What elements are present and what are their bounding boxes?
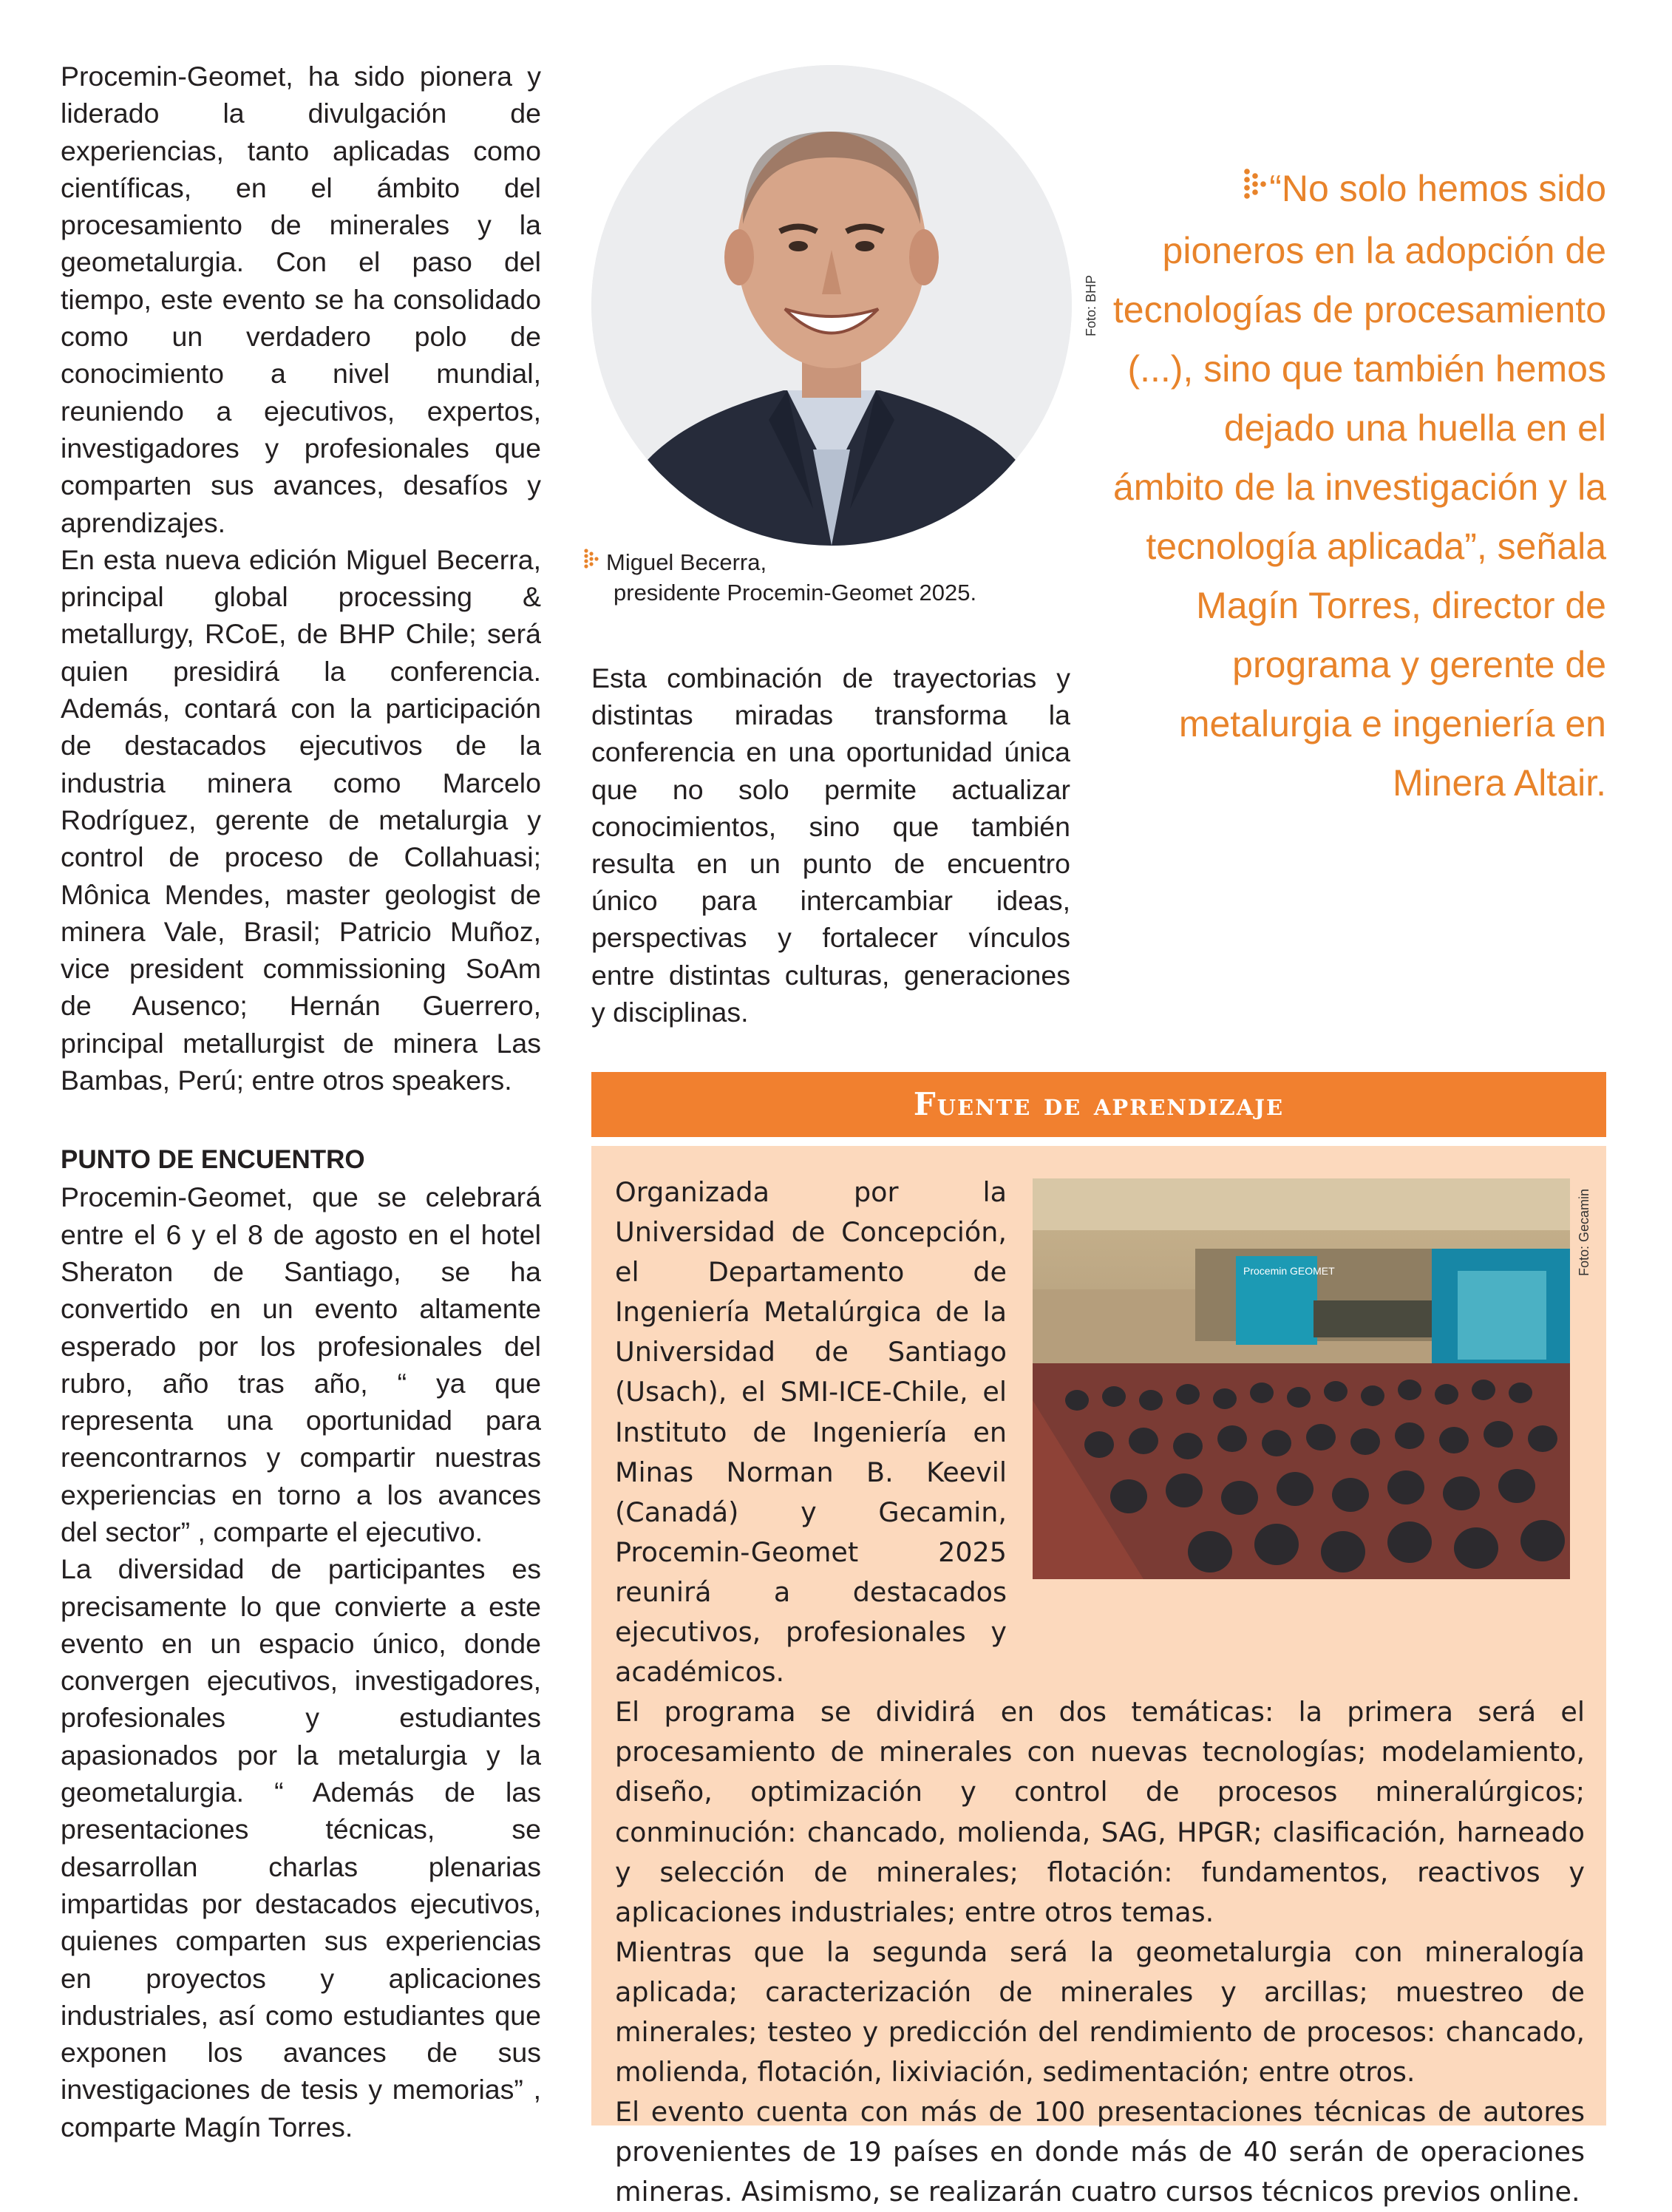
left-column: [61, 58, 541, 2145]
organizers-paragraph: Organizada por la Universidad de Concepción, el Departamento de Ingeniería Metalúrgica de la Universidad de Santiago (Usach), el SMI-ICE-Chile, el Instituto de Ingeniería en Minas Norman B. Keevil (Canadá) y Gecamin, Procemin-Geomet 2025 reunirá a destacados ejecutivos, profesionales y académicos.: [615, 1176, 1007, 1689]
box-title: Fuente de aprendizaje: [591, 1072, 1606, 1137]
combination-paragraph: Esta combinación de trayectorias y distintas miradas transforma la conferencia en una oportunidad única que no solo permite actualizar conocimientos, sino que también resulta en un punto de encuentro único para intercambiar ideas, perspectivas y fortalecer vínculos entre distintas culturas, generaciones y disciplinas.: [591, 662, 1070, 1028]
diversity-paragraph: La diversidad de participantes es precisamente lo que convierte a este evento en un espacio único, donde convergen ejecutivos, investigadores, profesionales y estudiantes apasionados por la metalurgia y la geometalurgia. “ Además de las presentaciones técnicas, se desarrollan charlas plenarias impartidas por destacados ejecutivos, quienes comparten sus experiencias en proyectos y aplicaciones industriales, así como estudiantes que exponen los avances de sus investigaciones de tesis y memorias” , comparte Magín Torres.: [61, 1553, 541, 2143]
presentations-paragraph: El evento cuenta con más de 100 presentaciones técnicas de autores provenientes de 19 países en donde más de 40 serán de operaciones mineras. Asimismo, se realizarán cuatro cursos técnicos previos online.: [615, 2096, 1585, 2208]
chair-paragraph: En esta nueva edición Miguel Becerra, principal global processing & metallurgy, RCoE, de BHP Chile; será quien presidirá la conferencia. Además, contará con la participación de destacados ejecutivos de la industria minera como Marcelo Rodríguez, gerente de metalurgia y control de proceso de Collahuasi; Mônica Mendes, master geologist de minera Vale, Brasil; Patricio Muñoz, vice president commissioning SoAm de Ausenco; Hernán Guerrero, principal metallurgist de minera Las Bambas, Perú; entre otros speakers.: [61, 543, 541, 1096]
portrait-credit: Foto: BHP: [1084, 274, 1098, 336]
pull-quote: [1109, 159, 1606, 812]
program-paragraph: El programa se dividirá en dos temáticas: la primera será el procesamiento de minerales con nuevas tecnologías; modelamiento, diseño, optimización y control de procesos mineralúrgicos; conminución: chancado, molienda, SAG, HPGR; clasificación, harneado y selección de minerales; flotación: fundamentos, reactivos y aplicaciones industriales; entre otros temas.: [615, 1696, 1585, 1928]
portrait-caption: [584, 547, 976, 608]
conference-photo-credit: Foto: Gecamin: [1577, 1188, 1591, 1276]
screen-text: Procemin GEOMET: [1243, 1265, 1335, 1277]
box-text: [615, 1173, 1585, 2212]
triangle-bullet-icon: [584, 547, 606, 577]
section-heading: PUNTO DE ENCUENTRO: [61, 1145, 365, 1175]
intro-paragraph: Procemin-Geomet, ha sido pionera y liderado la divulgación de experiencias, tanto aplicadas como científicas, en el ámbito del procesamiento de minerales y la geometalurgia. Con el paso del tiempo, este evento se ha consolidado como un verdadero polo de conocimiento a nivel mundial, reuniendo a ejecutivos, expertos, investigadores y profesionales que comparten sus avances, desafíos y aprendizajes.: [61, 61, 541, 538]
caption-role: presidente Procemin-Geomet 2025.: [614, 580, 977, 605]
quote-bullet-icon: [1238, 162, 1269, 221]
quote-text: “No solo hemos sido pioneros en la adopción de tecnologías de procesamiento (...), sino que también hemos dejado una huella en el ámbito de la investigación y la tecnología aplicada”, señala Magín Torres, director de programa y gerente de metalurgia e ingeniería en Minera Altair.: [1112, 168, 1606, 804]
portrait-photo: [591, 65, 1072, 546]
geometallurgy-paragraph: Mientras que la segunda será la geometalurgia con mineralogía aplicada; caracterización de minerales y arcillas; muestreo de minerales; testeo y predicción del rendimiento de procesos: chancado, molienda, flotación, lixiviación, sedimentación; entre otros.: [615, 1936, 1585, 2089]
meeting-paragraph: Procemin-Geomet, que se celebrará entre el 6 y el 8 de agosto en el hotel Sheraton de Santiago, se ha convertido en un evento altamente esperado por los profesionales del rubro, año tras año, “ ya que representa una oportunidad para reencontrarnos y compartir nuestras experiencias en torno a los avances del sector” , comparte el ejecutivo.: [61, 1181, 541, 1547]
portrait-illustration: [591, 65, 1072, 546]
caption-name: Miguel Becerra,: [606, 549, 767, 575]
